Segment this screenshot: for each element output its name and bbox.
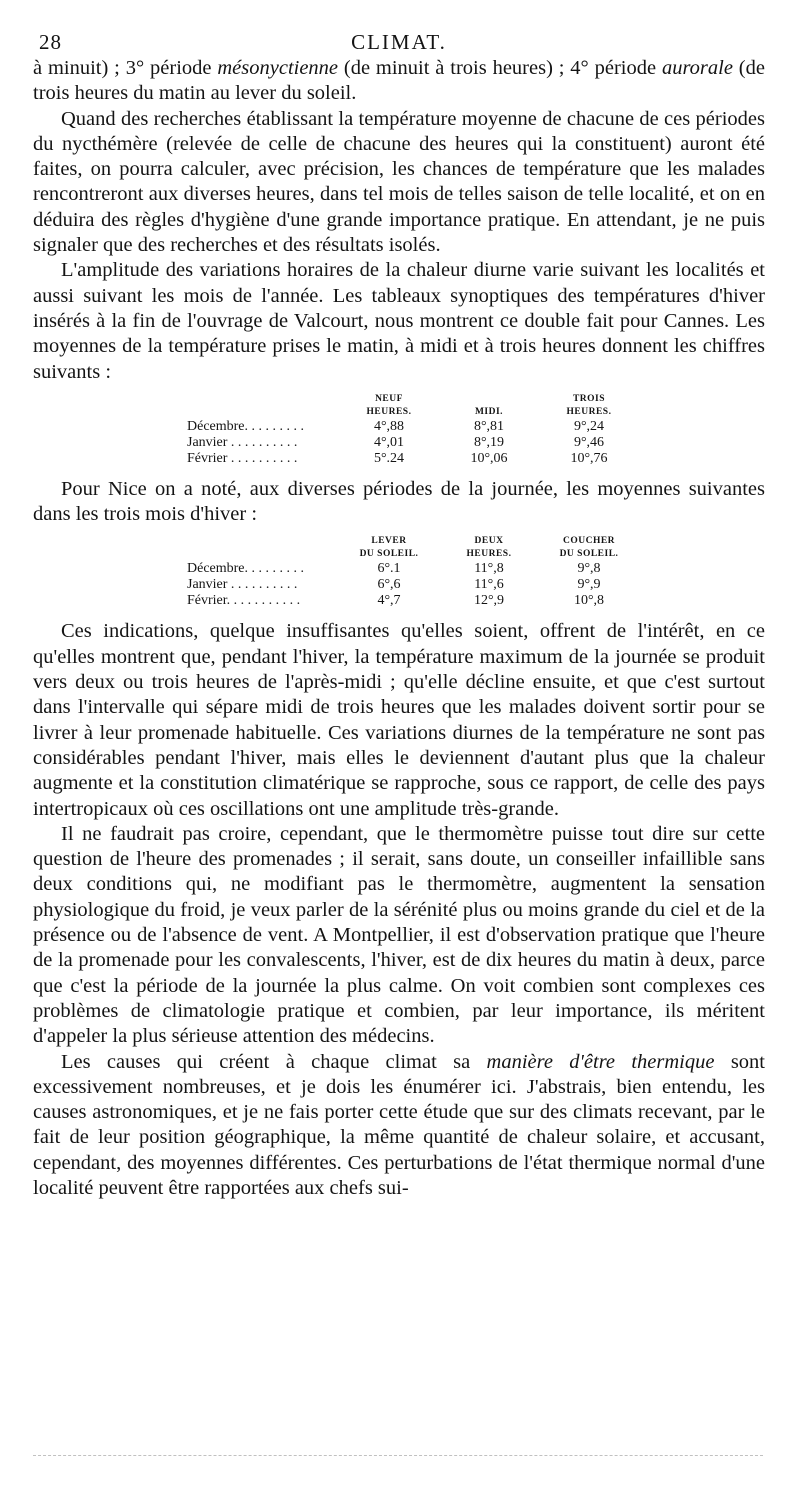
table-header-row xyxy=(33,393,765,419)
table-cell: 6°.1 xyxy=(377,561,401,577)
table-cannes xyxy=(33,393,765,467)
table-cell: 8°,19 xyxy=(473,434,505,450)
table-cell: 4°,88 xyxy=(373,418,405,434)
row-label: Décembre. . . . . . . . . xyxy=(187,418,305,434)
column-header: LEVER DU SOLEIL. xyxy=(359,536,419,560)
table-cell: 4°,7 xyxy=(377,593,401,609)
italic-term: aurorale xyxy=(661,57,733,79)
text-run: (de minuit à trois heures) ; 4° période xyxy=(338,57,662,79)
italic-term: mésonyctienne xyxy=(217,57,339,79)
table-cell: 10°,76 xyxy=(570,450,608,466)
table-row xyxy=(33,419,765,435)
running-title: CLIMAT. xyxy=(351,30,447,54)
paragraph-1 xyxy=(33,56,765,107)
table-cell: 12°,9 xyxy=(473,593,505,609)
paragraph-4: Pour Nice on a noté, aux diverses périodes de la journée, les moyennes suivantes dans les trois mois d'hiver : xyxy=(33,477,765,526)
column-header: NEUF HEURES. xyxy=(366,393,412,417)
row-label: Février. . . . . . . . . . . xyxy=(187,593,301,609)
table-cell: 9°,8 xyxy=(577,561,601,577)
column-header: DEUX HEURES. xyxy=(466,536,512,560)
table-cell: 5°.24 xyxy=(373,450,405,466)
table-row xyxy=(33,577,765,593)
table-row xyxy=(33,435,765,451)
text-run: Les causes qui créent à chaque climat sa xyxy=(61,1050,487,1073)
paragraph-2: Quand des recherches établissant la température moyenne de chacune de ces périodes du nycthémère (relevée de celle de chacune des heures qui la constituent) auront été faites, on pourra calculer, avec précision, les chances de température que les malades rencontreront aux diverses heures, dans tel mois de telles saison de telle localité, et on en déduira des règles d'hygiène d'une grande importance pratique. En attendant, je ne puis signaler que des recherches et des résultats isolés. xyxy=(33,107,765,257)
table-cell: 4°,01 xyxy=(373,434,405,450)
paragraph-7 xyxy=(33,1050,765,1202)
table-cell: 9°,24 xyxy=(573,418,605,434)
page-number: 28 xyxy=(39,30,62,54)
row-label: Janvier . . . . . . . . . . xyxy=(187,434,298,450)
table-cell: 10°,06 xyxy=(470,450,508,466)
row-label: Décembre. . . . . . . . . xyxy=(187,561,305,577)
table-cell: 9°,46 xyxy=(573,434,605,450)
column-header: COUCHER DU SOLEIL. xyxy=(559,536,619,560)
table-row xyxy=(33,593,765,609)
table-row xyxy=(33,561,765,577)
column-header: TROIS HEURES. xyxy=(566,393,612,417)
text-run: (de trois heures du matin au lever du soleil. xyxy=(33,57,765,105)
italic-term: manière d'être thermique xyxy=(486,1050,715,1073)
running-head xyxy=(33,22,765,56)
table-header-row xyxy=(33,535,765,561)
text-run: sont excessivement nombreuses, et je dois les énumérer ici. J'abstrais, bien entendu, les causes astronomiques, et je ne fais porter cette étude que sur des climats recevant, par le fait de leur position géographique, la même quantité de chaleur solaire, et accusant, cependant, des moyennes différentes. Ces perturbations de l'état thermique normal d'une localité peuvent être rapportées aux chefs sui- xyxy=(33,1050,765,1199)
table-cell: 9°,9 xyxy=(577,577,601,593)
paragraph-5: Ces indications, quelque insuffisantes qu'elles soient, offrent de l'intérêt, en ce qu'elles montrent que, pendant l'hiver, la température maximum de la journée se produit vers deux ou trois heures de l'après-midi ; qu'elle décline ensuite, et que c'est surtout dans l'intervalle qui sépare midi de trois heures que les malades doivent sortir pour se livrer à leur promenade habituelle. Ces variations diurnes de la température ne sont pas considérables pendant l'hiver, mais elles le deviennent d'autant plus que la chaleur augmente et la constitution climatérique se rapproche, sous ce rapport, de celle des pays intertropicaux où ces oscillations ont une amplitude très-grande. xyxy=(33,620,765,820)
text-run: à minuit) ; 3° période xyxy=(33,57,218,79)
table-nice xyxy=(33,535,765,609)
table-cell: 8°,81 xyxy=(473,418,505,434)
document-page xyxy=(33,22,765,1201)
paragraph-3: L'amplitude des variations horaires de la chaleur diurne varie suivant les localités et aussi suivant les mois de l'année. Les tableaux synoptiques des températures d'hiver insérés à la fin de l'ouvrage de Valcourt, nous montrent ce double fait pour Cannes. Les moyennes de la température prises le matin, à midi et à trois heures donnent les chiffres suivants : xyxy=(33,259,765,383)
paragraph-6: Il ne faudrait pas croire, cependant, que le thermomètre puisse tout dire sur cette question de l'heure des promenades ; il serait, sans doute, un conseiller infaillible sans deux conditions qui, ne modifiant pas le thermomètre, augmentent la sensation physiologique du froid, je veux parler de la sérénité plus ou moins grande du ciel et de la présence ou de l'absence de vent. A Montpellier, il est d'observation pratique que l'heure de la promenade pour les convalescents, l'hiver, est de dix heures du matin à deux, parce que c'est la période de la journée la plus calme. On voit combien sont complexes ces problèmes de climatologie pratique et combien, par leur importance, ils méritent d'appeler la plus sérieuse attention des médecins. xyxy=(33,822,765,1048)
table-cell: 11°,6 xyxy=(474,577,504,593)
table-cell: 11°,8 xyxy=(474,561,504,577)
table-cell: 6°,6 xyxy=(377,577,401,593)
table-cell: 10°,8 xyxy=(573,593,605,609)
row-label: Janvier . . . . . . . . . . xyxy=(187,577,298,593)
bottom-rule xyxy=(33,1455,763,1456)
table-row xyxy=(33,451,765,467)
row-label: Février . . . . . . . . . . xyxy=(187,450,298,466)
column-header: MIDI. xyxy=(474,406,504,417)
